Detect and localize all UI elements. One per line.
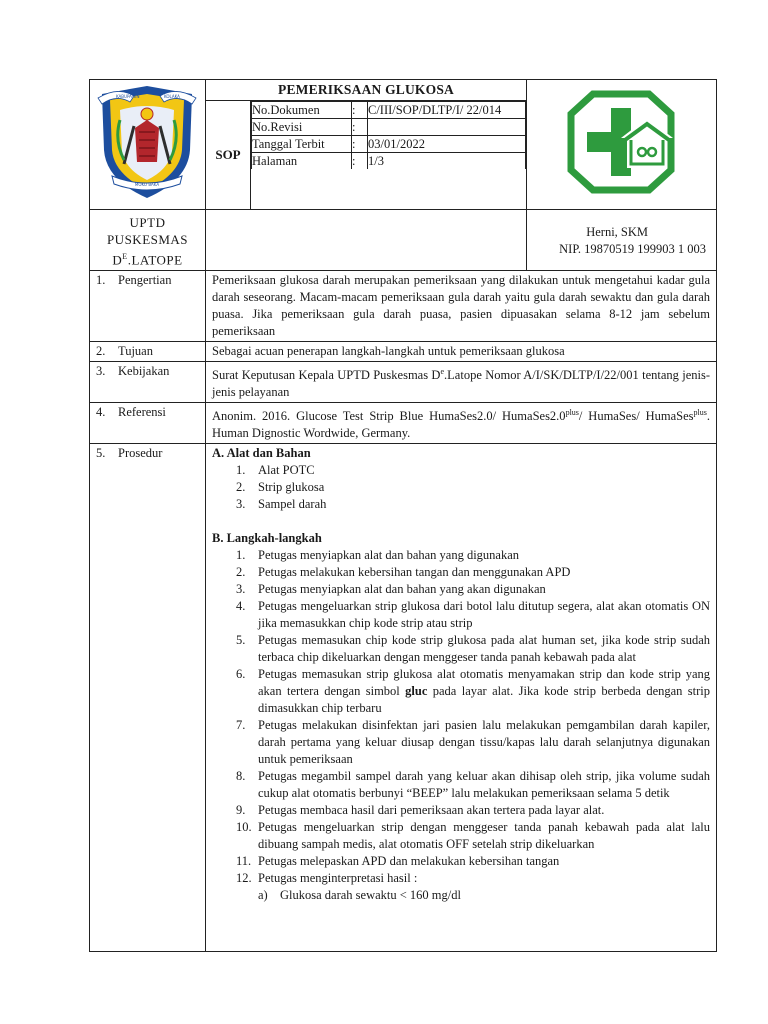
ref-text-a: Anonim. 2016. Glucose Test Strip Blue HumaSes2.0/ HumaSes2.0 — [212, 409, 566, 424]
sop-table — [89, 79, 717, 952]
info-label: No.Revisi — [252, 119, 352, 136]
section-title: Tujuan — [118, 344, 153, 358]
section-title: Kebijakan — [118, 364, 170, 378]
section-number: 1. — [96, 273, 106, 287]
section-row-pengertian — [90, 271, 717, 342]
info-value: 03/01/2022 — [368, 136, 526, 153]
org-line-3-post: .LATOPE — [127, 252, 183, 268]
list-item — [212, 666, 710, 717]
list-text-pre: Petugas memasukan strip glukosa alat otomatis menyamakan strip dan kode strip yang akan tertera dengan simbol — [258, 667, 711, 699]
info-sep: : — [352, 153, 368, 170]
section-title: Prosedur — [118, 446, 163, 461]
list-text: Petugas membaca hasil dari pemeriksaan akan tertera pada layar alat. — [258, 803, 605, 818]
list-text: Petugas menginterpretasi hasil : — [258, 871, 418, 886]
section-number: 3. — [96, 364, 106, 378]
org-line-2: PUSKESMAS — [106, 232, 189, 247]
info-sep: : — [352, 136, 368, 153]
section-number: 2. — [96, 344, 106, 358]
list-item — [212, 547, 710, 564]
list-item — [212, 887, 710, 904]
materials-list — [212, 462, 710, 513]
list-number: 2. — [236, 480, 246, 495]
ref-text-b: / HumaSes/ HumaSes — [578, 409, 694, 424]
list-number: 3. — [236, 497, 246, 512]
org-line-3-sup: E — [122, 252, 128, 261]
list-item — [212, 632, 710, 666]
section-content — [206, 403, 717, 444]
list-number: a) — [258, 888, 268, 903]
ref-sup-b: plus — [693, 408, 707, 418]
info-sep: : — [352, 119, 368, 136]
section-number: 5. — [96, 446, 106, 461]
list-item — [212, 768, 710, 802]
info-value: 1/3 — [368, 153, 526, 170]
subsection-title-a: A. Alat dan Bahan — [212, 446, 311, 461]
list-number: 9. — [236, 803, 246, 818]
kebijakan-text-pre: Surat Keputusan Kepala UPTD Puskesmas D — [212, 368, 441, 383]
list-number: 6. — [236, 667, 246, 682]
list-item — [212, 581, 710, 598]
list-item — [212, 496, 710, 513]
list-text-post: pada layar alat. Jika kode strip berbeda dengan strip dimasukkan chip terbaru — [258, 684, 711, 716]
regency-seal-icon — [90, 80, 204, 204]
list-number: 12. — [236, 871, 252, 886]
section-row-prosedur — [90, 444, 717, 952]
list-item — [212, 717, 710, 768]
list-item — [212, 819, 710, 853]
list-text: Petugas melepaskan APD dan melakukan kebersihan tangan — [258, 854, 560, 869]
section-number: 4. — [96, 405, 106, 420]
list-text: Strip glukosa — [258, 480, 325, 495]
list-number: 1. — [236, 548, 246, 563]
section-title: Pengertian — [118, 273, 172, 287]
signer-nip: NIP. 19870519 199903 1 003 — [559, 242, 707, 256]
puskesmas-logo-cell — [527, 80, 717, 210]
list-number: 5. — [236, 633, 246, 648]
section-label — [90, 362, 206, 403]
seal-text-right: KOLAKA — [164, 94, 180, 99]
document-info-table — [251, 101, 526, 169]
info-row — [252, 153, 526, 170]
info-label: Halaman — [252, 153, 352, 170]
document-info-cell — [251, 101, 527, 210]
section-label — [90, 444, 206, 952]
document-title: PEMERIKSAAN GLUKOSA — [206, 80, 527, 101]
list-item — [212, 870, 710, 887]
sop-label: SOP — [206, 101, 251, 210]
interpretation-list — [212, 887, 710, 904]
kebijakan-text-sup: e — [440, 367, 445, 376]
list-text: Alat POTC — [258, 463, 315, 478]
list-item — [212, 802, 710, 819]
kebijakan-text-post: .Latope Nomor A/I/SK/DLTP/I/22/001 tentang jenis-jenis pelayanan — [212, 368, 711, 400]
section-content — [206, 444, 717, 952]
info-value: C/III/SOP/DLTP/I/ 22/014 — [368, 102, 526, 119]
list-text: Sampel darah — [258, 497, 327, 512]
section-label — [90, 342, 206, 362]
section-content: Sebagai acuan penerapan langkah-langkah untuk pemeriksaan glukosa — [206, 342, 717, 362]
seal-ribbon-text: MOKO BAKA — [134, 182, 160, 187]
info-sep: : — [352, 102, 368, 119]
list-text: Petugas memasukan chip kode strip glukosa pada alat human set, jika kode strip sudah terbaca chip dikeluarkan dengan menggeser tanda panah kebawah pada alat — [258, 633, 711, 665]
section-label — [90, 271, 206, 342]
list-text-bold: gluc — [405, 684, 428, 699]
list-item — [212, 462, 710, 479]
list-text: Petugas melakukan kebersihan tangan dan menggunakan APD — [258, 565, 571, 580]
list-text: Petugas mengeluarkan strip dengan menggeser tanda panah kebawah pada alat lalu dibuang sampah medis, alat otomatis OFF setelah strip dikeluarkan — [258, 820, 711, 852]
ref-sup-a: plus — [565, 408, 579, 418]
list-number: 2. — [236, 565, 246, 580]
section-content — [206, 362, 717, 403]
list-text: Glukosa darah sewaktu < 160 mg/dl — [280, 888, 461, 903]
list-text: Petugas menyiapkan alat dan bahan yang digunakan — [258, 548, 520, 563]
list-item — [212, 479, 710, 496]
info-row — [252, 119, 526, 136]
info-label: No.Dokumen — [252, 102, 352, 119]
list-text: Petugas menyiapkan alat dan bahan yang akan digunakan — [258, 582, 546, 597]
section-label — [90, 403, 206, 444]
signer-name: Herni, SKM — [586, 225, 649, 239]
list-item — [212, 564, 710, 581]
list-number: 11. — [236, 854, 252, 869]
list-number: 4. — [236, 599, 246, 614]
section-title: Referensi — [118, 405, 166, 420]
section-row-tujuan — [90, 342, 717, 362]
list-number: 7. — [236, 718, 246, 733]
blank-cell — [206, 210, 527, 271]
org-line-1: UPTD — [129, 215, 166, 230]
puskesmas-logo-icon — [527, 80, 715, 204]
org-line-3 — [90, 248, 205, 268]
list-item — [212, 598, 710, 632]
info-row — [252, 136, 526, 153]
regency-seal-cell — [90, 80, 206, 210]
seal-text-left: KABUPATEN — [116, 94, 140, 99]
info-value — [368, 119, 526, 136]
organization-name — [90, 210, 206, 271]
list-text: Petugas melakukan disinfektan jari pasien lalu melakukan pemgambilan darah kapiler, darah pertama yang keluar diusap dengan tissu/kapas lalu darah selanjutnya digunakan untuk pemeriksaan — [258, 718, 711, 767]
subsection-title-b: B. Langkah-langkah — [212, 531, 322, 546]
list-number: 1. — [236, 463, 246, 478]
info-row — [252, 102, 526, 119]
list-number: 8. — [236, 769, 246, 784]
org-line-3-pre: D — [112, 252, 123, 268]
list-text: Petugas mengeluarkan strip glukosa dari botol lalu ditutup segera, alat akan otomatis ON jika memasukkan chip kode strip atau strip — [258, 599, 711, 631]
section-row-referensi — [90, 403, 717, 444]
info-label: Tanggal Terbit — [252, 136, 352, 153]
ref-text-c: . Human Dignostic Wordwide, Germany. — [212, 409, 711, 441]
steps-list — [212, 547, 710, 887]
list-number: 10. — [236, 820, 252, 835]
list-number: 3. — [236, 582, 246, 597]
list-text: Petugas megambil sampel darah yang keluar akan dihisap oleh strip, jika volume sudah cukup alat otomatis berbunyi “BEEP” lalu melakukan pemeriksaan selama 5 detik — [258, 769, 711, 801]
section-row-kebijakan — [90, 362, 717, 403]
signer-block — [527, 210, 717, 271]
list-item — [212, 853, 710, 870]
section-content: Pemeriksaan glukosa darah merupakan pemeriksaan yang dilakukan untuk mengetahui kadar gula darah seseorang. Macam-macam pemeriksaan gula darah yaitu gula darah sewaktu dan gula darah puasa. Jika pemeriksaan gula darah puasa, pasien dipuasakan selama 8-12 jam sebelum pemeriksaan — [206, 271, 717, 342]
